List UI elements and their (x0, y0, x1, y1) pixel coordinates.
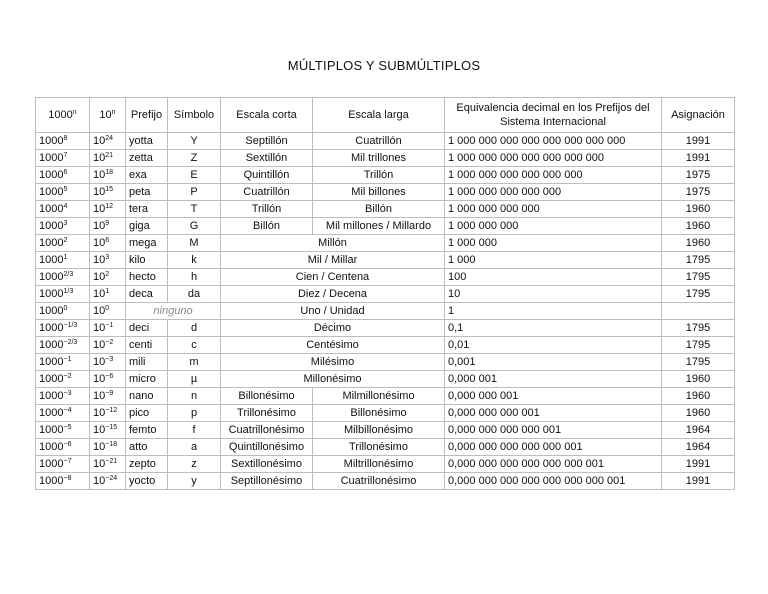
decimal-cell: 1 000 000 000 000 (445, 201, 662, 218)
power-10-cell (90, 201, 126, 218)
power-10-exp: −2 (105, 339, 114, 346)
power-1000-exp: 0 (63, 305, 68, 312)
year-cell: 1991 (662, 456, 735, 473)
short-scale-cell: Septillón (221, 133, 313, 150)
prefix-cell: peta (126, 184, 168, 201)
prefix-cell: hecto (126, 269, 168, 286)
power-10-exp: 18 (105, 169, 114, 176)
symbol-cell: T (168, 201, 221, 218)
power-1000-base: 1000 (39, 305, 64, 317)
decimal-cell: 0,000 000 000 001 (445, 405, 662, 422)
symbol-cell: z (168, 456, 221, 473)
year-cell: 1964 (662, 439, 735, 456)
long-scale-cell: Billón (313, 201, 445, 218)
scale-merged-cell: Millón (221, 235, 445, 252)
power-1000-exp: 6 (63, 169, 68, 176)
year-cell: 1795 (662, 337, 735, 354)
power-1000-exp: −7 (63, 458, 72, 465)
short-scale-cell: Trillonésimo (221, 405, 313, 422)
table-row (36, 371, 735, 388)
power-10-exp: −21 (105, 458, 118, 465)
power-10-exp: 12 (105, 203, 114, 210)
prefix-cell: zetta (126, 150, 168, 167)
power-10-base: 10 (93, 237, 106, 249)
table-row (36, 422, 735, 439)
power-10-cell (90, 133, 126, 150)
table-row (36, 320, 735, 337)
power-10-base: 10 (93, 441, 106, 453)
table-row (36, 337, 735, 354)
prefix-cell: yotta (126, 133, 168, 150)
symbol-cell: a (168, 439, 221, 456)
long-scale-cell: Milmillonésimo (313, 388, 445, 405)
short-scale-cell: Sextillón (221, 150, 313, 167)
power-10-cell (90, 473, 126, 490)
decimal-cell: 0,1 (445, 320, 662, 337)
long-scale-cell: Milbillonésimo (313, 422, 445, 439)
year-cell: 1975 (662, 167, 735, 184)
power-1000-base: 1000 (39, 271, 64, 283)
power-1000-exp: −3 (63, 390, 72, 397)
power-10-base: 10 (93, 152, 106, 164)
scale-merged-cell: Milésimo (221, 354, 445, 371)
year-cell: 1795 (662, 286, 735, 303)
power-1000-cell (36, 150, 90, 167)
decimal-cell: 0,000 000 000 000 000 000 001 (445, 456, 662, 473)
power-1000-base: 1000 (39, 390, 64, 402)
header-power-1000-base: 1000 (48, 109, 73, 121)
power-1000-exp: 4 (63, 203, 68, 210)
short-scale-cell: Billón (221, 218, 313, 235)
power-10-base: 10 (93, 458, 106, 470)
prefix-cell: exa (126, 167, 168, 184)
header-power-1000-exp: n (72, 109, 77, 116)
short-scale-cell: Trillón (221, 201, 313, 218)
symbol-cell: da (168, 286, 221, 303)
power-1000-cell (36, 371, 90, 388)
power-10-exp: 15 (105, 186, 114, 193)
short-scale-cell: Cuatrillón (221, 184, 313, 201)
power-10-base: 10 (93, 271, 106, 283)
table-row (36, 184, 735, 201)
short-scale-cell: Sextillonésimo (221, 456, 313, 473)
year-cell: 1964 (662, 422, 735, 439)
power-1000-cell (36, 303, 90, 320)
year-cell: 1960 (662, 218, 735, 235)
power-1000-cell (36, 337, 90, 354)
prefix-cell: deca (126, 286, 168, 303)
power-1000-cell (36, 456, 90, 473)
year-cell: 1960 (662, 388, 735, 405)
power-10-exp: −6 (105, 373, 114, 380)
power-10-base: 10 (93, 356, 106, 368)
power-1000-base: 1000 (39, 356, 64, 368)
power-1000-base: 1000 (39, 237, 64, 249)
symbol-cell: µ (168, 371, 221, 388)
long-scale-cell: Cuatrillón (313, 133, 445, 150)
prefix-cell: yocto (126, 473, 168, 490)
year-cell: 1975 (662, 184, 735, 201)
scale-merged-cell: Diez / Decena (221, 286, 445, 303)
power-10-exp: 0 (105, 305, 110, 312)
table-row (36, 303, 735, 320)
scale-merged-cell: Cien / Centena (221, 269, 445, 286)
decimal-cell: 0,000 001 (445, 371, 662, 388)
power-1000-cell (36, 439, 90, 456)
power-1000-exp: −1 (63, 356, 72, 363)
power-1000-cell (36, 167, 90, 184)
power-1000-cell (36, 422, 90, 439)
decimal-cell: 10 (445, 286, 662, 303)
year-cell: 1795 (662, 252, 735, 269)
power-1000-base: 1000 (39, 135, 64, 147)
decimal-cell: 0,000 000 000 000 001 (445, 422, 662, 439)
power-10-cell (90, 337, 126, 354)
power-10-cell (90, 456, 126, 473)
power-10-exp: 21 (105, 152, 114, 159)
power-1000-exp: 1 (63, 254, 68, 261)
scale-merged-cell: Mil / Millar (221, 252, 445, 269)
power-1000-base: 1000 (39, 475, 64, 487)
power-1000-cell (36, 354, 90, 371)
power-1000-cell (36, 320, 90, 337)
table-row (36, 286, 735, 303)
power-10-base: 10 (93, 135, 106, 147)
decimal-cell: 1 (445, 303, 662, 320)
power-10-exp: −1 (105, 322, 114, 329)
prefix-cell: nano (126, 388, 168, 405)
table-row (36, 201, 735, 218)
year-cell: 1991 (662, 150, 735, 167)
power-10-cell (90, 303, 126, 320)
power-1000-base: 1000 (39, 186, 64, 198)
power-10-base: 10 (93, 339, 106, 351)
power-1000-cell (36, 473, 90, 490)
power-1000-exp: −4 (63, 407, 72, 414)
table-row (36, 456, 735, 473)
power-1000-base: 1000 (39, 203, 64, 215)
year-cell: 1960 (662, 201, 735, 218)
power-10-cell (90, 388, 126, 405)
power-10-exp: −3 (105, 356, 114, 363)
power-10-cell (90, 235, 126, 252)
header-power-10-base: 10 (99, 109, 112, 121)
prefix-cell: tera (126, 201, 168, 218)
year-cell: 1960 (662, 405, 735, 422)
long-scale-cell: Mil trillones (313, 150, 445, 167)
table-row (36, 473, 735, 490)
power-10-cell (90, 439, 126, 456)
power-1000-base: 1000 (39, 169, 64, 181)
symbol-cell: M (168, 235, 221, 252)
power-1000-cell (36, 218, 90, 235)
power-1000-base: 1000 (39, 220, 64, 232)
symbol-cell: d (168, 320, 221, 337)
table-row (36, 252, 735, 269)
power-10-exp: −15 (105, 424, 118, 431)
prefix-cell: kilo (126, 252, 168, 269)
power-1000-base: 1000 (39, 458, 64, 470)
symbol-cell: E (168, 167, 221, 184)
short-scale-cell: Cuatrillonésimo (221, 422, 313, 439)
decimal-cell: 0,001 (445, 354, 662, 371)
symbol-cell: c (168, 337, 221, 354)
prefix-cell: centi (126, 337, 168, 354)
decimal-cell: 1 000 000 000 000 000 000 000 000 (445, 133, 662, 150)
table-row (36, 133, 735, 150)
symbol-cell: f (168, 422, 221, 439)
power-1000-exp: 7 (63, 152, 68, 159)
header-year: Asignación (662, 98, 735, 133)
power-1000-exp: 2 (63, 237, 68, 244)
decimal-cell: 0,01 (445, 337, 662, 354)
table-row (36, 439, 735, 456)
power-1000-exp: −2/3 (63, 339, 78, 346)
power-1000-cell (36, 133, 90, 150)
prefix-cell: micro (126, 371, 168, 388)
table-row (36, 388, 735, 405)
year-cell: 1795 (662, 354, 735, 371)
year-cell: 1795 (662, 269, 735, 286)
power-10-base: 10 (93, 475, 106, 487)
long-scale-cell: Trillón (313, 167, 445, 184)
power-10-base: 10 (93, 322, 106, 334)
header-power-1000 (36, 98, 90, 133)
power-1000-exp: −2 (63, 373, 72, 380)
short-scale-cell: Quintillón (221, 167, 313, 184)
power-10-exp: −18 (105, 441, 118, 448)
power-10-exp: 24 (105, 135, 114, 142)
power-1000-exp: 3 (63, 220, 68, 227)
prefix-cell: atto (126, 439, 168, 456)
decimal-cell: 0,000 000 000 000 000 000 000 001 (445, 473, 662, 490)
power-1000-base: 1000 (39, 339, 64, 351)
year-cell: 1795 (662, 320, 735, 337)
power-1000-exp: −5 (63, 424, 72, 431)
power-10-cell (90, 371, 126, 388)
prefix-table (35, 97, 735, 490)
year-cell: 1960 (662, 371, 735, 388)
power-1000-exp: −1/3 (63, 322, 78, 329)
symbol-cell: y (168, 473, 221, 490)
header-symbol: Símbolo (168, 98, 221, 133)
prefix-cell: femto (126, 422, 168, 439)
power-1000-cell (36, 252, 90, 269)
decimal-cell: 1 000 (445, 252, 662, 269)
power-10-base: 10 (93, 424, 106, 436)
symbol-cell: h (168, 269, 221, 286)
symbol-cell: p (168, 405, 221, 422)
power-1000-base: 1000 (39, 441, 64, 453)
power-10-base: 10 (93, 390, 106, 402)
power-10-cell (90, 422, 126, 439)
power-10-cell (90, 354, 126, 371)
decimal-cell: 0,000 000 001 (445, 388, 662, 405)
power-10-exp: 6 (105, 237, 110, 244)
power-1000-exp: 5 (63, 186, 68, 193)
power-1000-exp: −8 (63, 475, 72, 482)
decimal-cell: 1 000 000 000 000 000 (445, 184, 662, 201)
power-10-cell (90, 150, 126, 167)
long-scale-cell: Trillonésimo (313, 439, 445, 456)
prefix-none-cell: ninguno (126, 303, 221, 320)
table-body (36, 133, 735, 490)
symbol-cell: G (168, 218, 221, 235)
power-10-cell (90, 320, 126, 337)
decimal-cell: 1 000 000 000 000 000 000 (445, 167, 662, 184)
table-row (36, 235, 735, 252)
power-10-base: 10 (93, 373, 106, 385)
symbol-cell: Y (168, 133, 221, 150)
power-1000-base: 1000 (39, 254, 64, 266)
table-row (36, 150, 735, 167)
header-prefix: Prefijo (126, 98, 168, 133)
power-1000-exp: −6 (63, 441, 72, 448)
year-cell: 1960 (662, 235, 735, 252)
symbol-cell: m (168, 354, 221, 371)
symbol-cell: Z (168, 150, 221, 167)
prefix-cell: mili (126, 354, 168, 371)
power-10-exp: 2 (105, 271, 110, 278)
short-scale-cell: Septillonésimo (221, 473, 313, 490)
power-1000-cell (36, 269, 90, 286)
power-10-base: 10 (93, 186, 106, 198)
long-scale-cell: Cuatrillonésimo (313, 473, 445, 490)
power-1000-exp: 1/3 (63, 288, 74, 295)
power-10-exp: −9 (105, 390, 114, 397)
scale-merged-cell: Décimo (221, 320, 445, 337)
long-scale-cell: Miltrillonésimo (313, 456, 445, 473)
long-scale-cell: Billonésimo (313, 405, 445, 422)
power-1000-cell (36, 184, 90, 201)
header-decimal: Equivalencia decimal en los Prefijos del Sistema Internacional (445, 98, 662, 133)
header-short-scale: Escala corta (221, 98, 313, 133)
power-1000-base: 1000 (39, 322, 64, 334)
power-10-cell (90, 252, 126, 269)
scale-merged-cell: Millonésimo (221, 371, 445, 388)
power-1000-cell (36, 405, 90, 422)
decimal-cell: 1 000 000 000 (445, 218, 662, 235)
header-power-10 (90, 98, 126, 133)
power-10-cell (90, 184, 126, 201)
long-scale-cell: Mil billones (313, 184, 445, 201)
power-10-cell (90, 405, 126, 422)
power-1000-exp: 2/3 (63, 271, 74, 278)
power-1000-base: 1000 (39, 424, 64, 436)
power-1000-cell (36, 235, 90, 252)
power-10-base: 10 (93, 220, 106, 232)
power-1000-cell (36, 388, 90, 405)
scale-merged-cell: Centésimo (221, 337, 445, 354)
page-title: MÚLTIPLOS Y SUBMÚLTIPLOS (287, 58, 481, 73)
header-long-scale: Escala larga (313, 98, 445, 133)
power-10-base: 10 (93, 169, 106, 181)
long-scale-cell: Mil millones / Millardo (313, 218, 445, 235)
power-10-base: 10 (93, 254, 106, 266)
power-10-exp: 9 (105, 220, 110, 227)
symbol-cell: P (168, 184, 221, 201)
decimal-cell: 100 (445, 269, 662, 286)
prefix-cell: giga (126, 218, 168, 235)
short-scale-cell: Quintillonésimo (221, 439, 313, 456)
prefix-cell: zepto (126, 456, 168, 473)
power-1000-base: 1000 (39, 407, 64, 419)
prefix-cell: mega (126, 235, 168, 252)
power-10-base: 10 (93, 203, 106, 215)
table-row (36, 354, 735, 371)
decimal-cell: 1 000 000 000 000 000 000 000 (445, 150, 662, 167)
power-10-exp: 3 (105, 254, 110, 261)
power-10-base: 10 (93, 407, 106, 419)
prefix-cell: deci (126, 320, 168, 337)
power-1000-cell (36, 201, 90, 218)
power-1000-base: 1000 (39, 288, 64, 300)
power-10-cell (90, 167, 126, 184)
year-cell: 1991 (662, 133, 735, 150)
power-10-base: 10 (93, 288, 106, 300)
power-10-base: 10 (93, 305, 106, 317)
power-1000-base: 1000 (39, 373, 64, 385)
year-cell: 1991 (662, 473, 735, 490)
short-scale-cell: Billonésimo (221, 388, 313, 405)
power-10-cell (90, 269, 126, 286)
scale-merged-cell: Uno / Unidad (221, 303, 445, 320)
symbol-cell: k (168, 252, 221, 269)
power-1000-exp: 8 (63, 135, 68, 142)
symbol-cell: n (168, 388, 221, 405)
power-1000-base: 1000 (39, 152, 64, 164)
power-10-exp: −24 (105, 475, 118, 482)
decimal-cell: 0,000 000 000 000 000 001 (445, 439, 662, 456)
prefix-cell: pico (126, 405, 168, 422)
power-10-cell (90, 218, 126, 235)
power-10-exp: −12 (105, 407, 118, 414)
power-1000-cell (36, 286, 90, 303)
decimal-cell: 1 000 000 (445, 235, 662, 252)
year-cell (662, 303, 735, 320)
power-10-cell (90, 286, 126, 303)
table-row (36, 269, 735, 286)
table-row (36, 405, 735, 422)
header-power-10-exp: n (111, 109, 116, 116)
table-row (36, 167, 735, 184)
table-row (36, 218, 735, 235)
power-10-exp: 1 (105, 288, 110, 295)
header-row (36, 98, 735, 133)
